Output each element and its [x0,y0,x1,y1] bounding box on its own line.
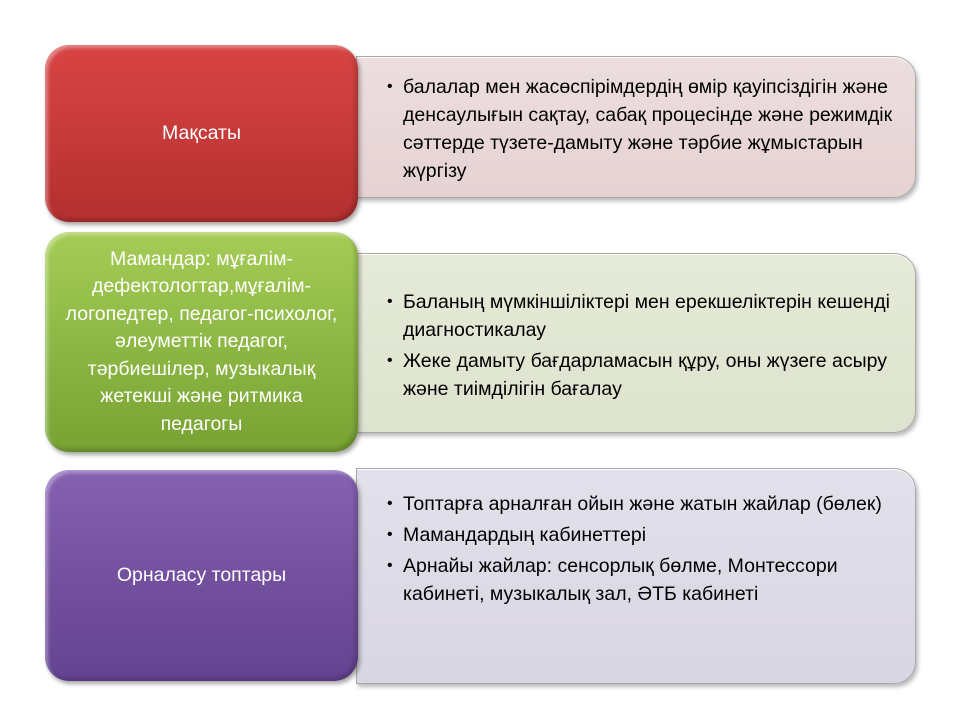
list-item [387,73,895,185]
bullet-icon: • [387,495,393,512]
bullet-icon: • [387,352,393,369]
goal-bullet-list [387,73,895,185]
bullet-icon: • [387,526,393,543]
location-bullet-list [387,490,895,608]
list-item [387,288,895,344]
list-item-text: Мамандардың кабинеттері [403,524,647,546]
list-item [387,521,895,549]
list-item-text: балалар мен жасөспірімдердің өмір қауіпсіздігін және денсаулығын сақтау, сабақ процесінде және режимдік сәттерде түзете-дамыту және тәрбие жұмыстарын жүргізу [403,76,893,182]
bullet-icon: • [387,557,393,574]
bullet-icon: • [387,78,393,95]
goal-label: Мақсаты [162,121,241,144]
list-item-text: Арнайы жайлар: сенсорлық бөлме, Монтессори кабинеті, музыкалық зал, ӘТБ кабинеті [403,555,838,605]
location-label: Орналасу топтары [116,563,287,586]
list-item [387,490,895,518]
location-label-box [45,470,358,681]
bullet-icon: • [387,293,393,310]
list-item-text: Баланың мүмкіншіліктері мен ерекшеліктерін кешенді диагностикалау [403,291,890,341]
goal-label-box [45,45,358,222]
specialists-label: Мамандар: мұғалім-дефектологтар,мұғалім-логопедтер, педагог-психолог, әлеуметтік педагог, тәрбиешілер, музыкалық жетекші және ритмика педагогы [65,247,338,435]
specialists-bullet-list [387,288,895,403]
location-description-panel [356,468,916,684]
specialists-description-panel [356,253,916,433]
list-item [387,347,895,403]
list-item-text: Жеке дамыту бағдарламасын құру, оны жүзеге асыру және тиімділігін бағалау [403,350,887,400]
list-item-text: Топтарға арналған ойын және жатын жайлар (бөлек) [403,493,882,515]
specialists-label-box [45,232,358,452]
goal-description-panel [356,56,916,198]
list-item [387,552,895,608]
